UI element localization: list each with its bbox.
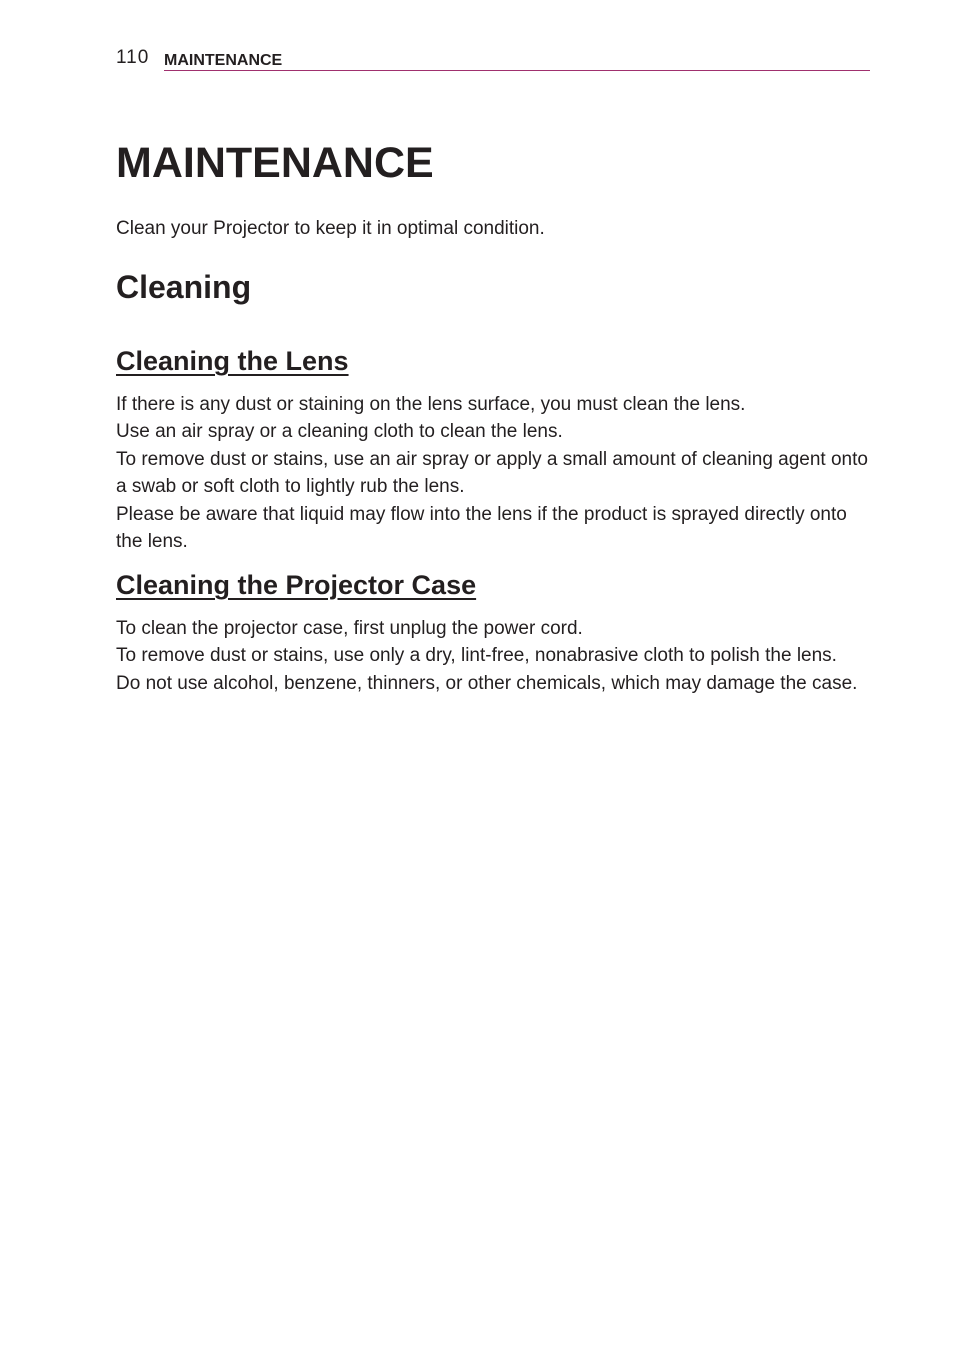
case-paragraph: Do not use alcohol, benzene, thinners, or other chemicals, which may damage the case. bbox=[116, 672, 858, 694]
case-instructions bbox=[116, 615, 876, 697]
subsection-title-lens: Cleaning the Lens bbox=[116, 346, 349, 376]
running-title: MAINTENANCE bbox=[164, 52, 283, 69]
subsection-title-case: Cleaning the Projector Case bbox=[116, 570, 477, 600]
header-rule bbox=[164, 70, 870, 71]
section-title-cleaning: Cleaning bbox=[116, 269, 252, 305]
page-number: 110 bbox=[116, 47, 150, 68]
lens-paragraph: To remove dust or stains, use an air spray or apply a small amount of cleaning agent onto a swab or soft cloth to lightly rub the lens. bbox=[116, 448, 868, 498]
page-title: MAINTENANCE bbox=[116, 139, 434, 187]
case-paragraph: To remove dust or stains, use only a dry, lint-free, nonabrasive cloth to polish the lens. bbox=[116, 645, 837, 667]
lens-instructions bbox=[116, 391, 876, 555]
lens-paragraph: Use an air spray or a cleaning cloth to clean the lens. bbox=[116, 421, 563, 443]
intro-text: Clean your Projector to keep it in optimal condition. bbox=[116, 218, 545, 239]
case-paragraph: To clean the projector case, first unplug the power cord. bbox=[116, 618, 583, 639]
page-header bbox=[116, 46, 870, 72]
lens-paragraph: Please be aware that liquid may flow into the lens if the product is sprayed directly onto the lens. bbox=[116, 503, 847, 553]
lens-paragraph: If there is any dust or staining on the lens surface, you must clean the lens. bbox=[116, 394, 746, 415]
